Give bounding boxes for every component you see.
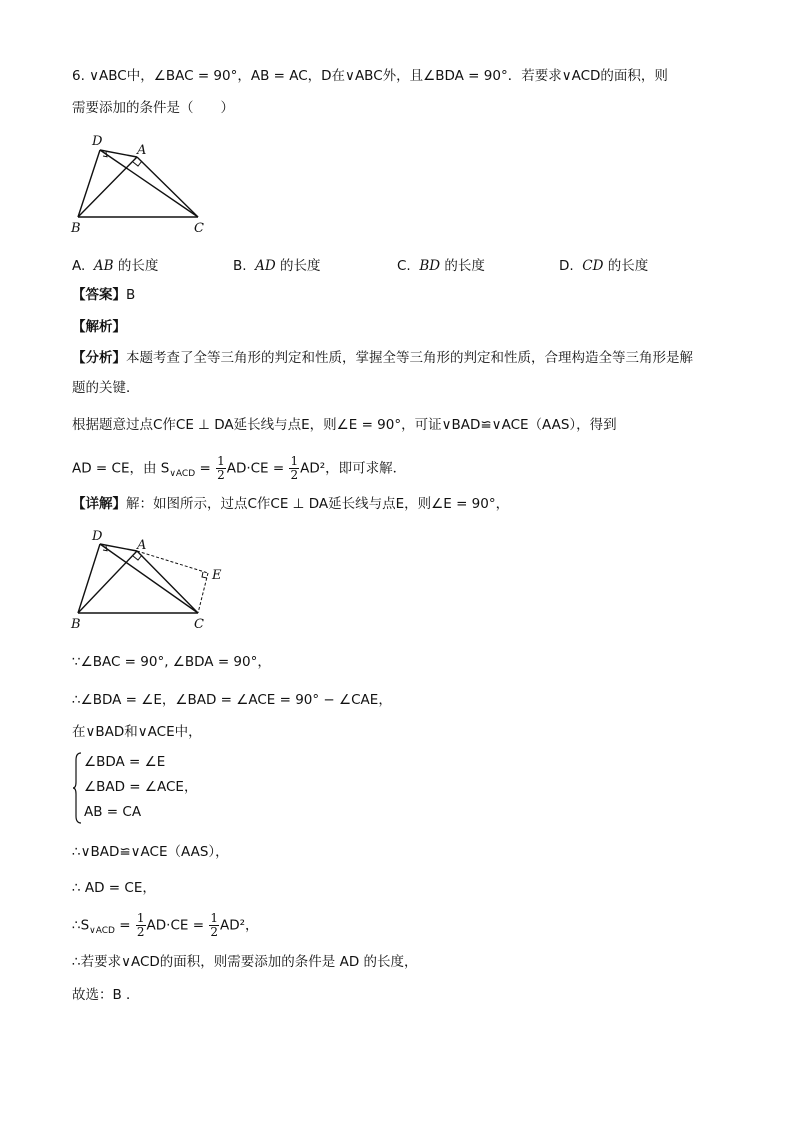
answer-label: 【答案】: [72, 287, 126, 303]
system-eq-2: ∠BAD = ∠ACE，: [84, 779, 198, 795]
answer-value: B: [126, 287, 136, 303]
fig2-label-A: A: [137, 538, 147, 553]
option-b[interactable]: B. AD 的长度: [233, 258, 321, 274]
fraction-half: $\frac{1}{2}$: [136, 911, 145, 939]
detail-step-5: ∴ AD = CE，: [72, 880, 156, 896]
answer-options: [72, 254, 722, 276]
detail-line-1: 【详解】解：如图所示，过点C作CE ⊥ DA延长线与点E，则∠E = 90°，: [72, 496, 510, 512]
left-brace: [72, 752, 82, 824]
fenxi-line-1: 【分析】本题考查了全等三角形的判定和性质，掌握全等三角形的判定和性质，合理构造全等三角形是解: [72, 350, 693, 366]
fig1-label-D: D: [92, 134, 103, 149]
detail-label: 【详解】: [72, 496, 126, 512]
question-line-2: 需要添加的条件是（ ）: [72, 100, 234, 116]
fraction-half: $\frac{1}{2}$: [210, 911, 218, 939]
answer-line: [72, 285, 135, 305]
fenxi-line-3: 根据题意过点C作CE ⊥ DA延长线与点E，则∠E = 90°，可证∨BAD≌∨ACE（AAS），得到: [72, 417, 617, 433]
analysis-label: 【解析】: [72, 319, 126, 335]
option-c[interactable]: C. BD 的长度: [397, 258, 485, 274]
detail-step-1: ∵∠BAC = 90°, ∠BDA = 90°，: [72, 654, 271, 670]
detail-step-7: ∴若要求∨ACD的面积，则需要添加的条件是 AD 的长度，: [72, 954, 418, 970]
fig1-label-B: B: [71, 221, 81, 236]
detail-step-8: 故选：B ．: [72, 987, 140, 1003]
fig2-label-E: E: [212, 568, 222, 583]
fig2-label-D: D: [92, 529, 103, 544]
triangle-figure-1: [66, 128, 216, 238]
system-eq-1: ∠BDA = ∠E: [84, 754, 166, 770]
triangle-figure-2: [66, 524, 236, 636]
option-a[interactable]: A. AB 的长度: [72, 258, 159, 274]
fenxi-label: 【分析】: [72, 350, 126, 366]
detail-step-3: 在∨BAD和∨ACE中，: [72, 724, 202, 740]
fig2-label-C: C: [194, 617, 204, 632]
system-eq-3: AB = CA: [84, 804, 142, 820]
fig2-label-B: B: [71, 617, 81, 632]
detail-step-6: $\therefore S_{\vee ACD}$ = $\frac{1}{2}$ AD·CE = $\frac{1}{2}$ AD²，: [72, 911, 259, 939]
fig1-label-C: C: [194, 221, 204, 236]
detail-step-4: ∴∨BAD≌∨ACE（AAS），: [72, 844, 229, 860]
fenxi-line-2: 题的关键．: [72, 380, 140, 396]
question-line-1: 6. ∨ABC中，∠BAC = 90°，AB = AC，D在∨ABC外，且∠BDA = 90°．若要求∨ACD的面积，则: [72, 68, 668, 84]
detail-step-2: ∴∠BDA = ∠E，∠BAD = ∠ACE = 90° − ∠CAE，: [72, 692, 392, 708]
fraction-half: $\frac{1}{2}$: [217, 454, 225, 482]
fraction-half: $\frac{1}{2}$: [290, 454, 299, 482]
fig1-label-A: A: [137, 143, 147, 158]
fenxi-line-4: AD = CE，由 $S_{\vee ACD}$ = $\frac{1}{2}$ AD·CE = $\frac{1}{2}$ AD²，即可求解．: [72, 454, 407, 482]
option-d[interactable]: D. CD 的长度: [559, 258, 649, 274]
